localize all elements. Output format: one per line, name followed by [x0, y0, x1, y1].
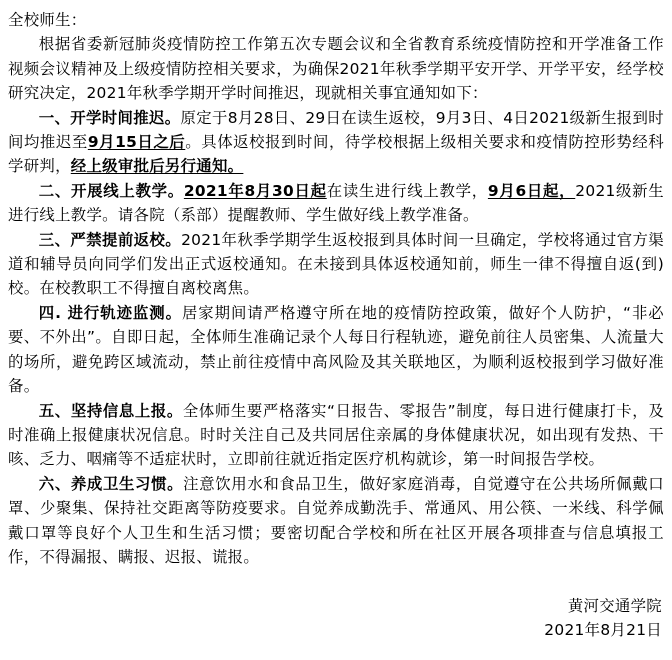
section-heading: 四. 进行轨迹监测。: [38, 303, 182, 322]
section-heading: 五、坚持信息上报。: [38, 401, 183, 420]
date: 2021年8月21日: [544, 621, 662, 640]
section-heading: 六、养成卫生习惯。: [38, 474, 184, 493]
highlight-text: 经上级审批后另行通知。: [70, 157, 244, 176]
section-text: 2021级新生进行线上教学。请各院（系部）提醒教师、学生做好线上教学准备。: [8, 181, 664, 225]
section-text: 注意饮用水和食品卫生，做好家庭消毒，自觉遵守在公共场所佩戴口罩、少聚集、保持社交距离等防疫要求。自觉养成勤洗手、常通风、用公筷、一米线、科学佩戴口罩等良好个人卫生和生活习惯；要密切配合学校和所在社区开展各项排查与信息填报工作，不得漏报、瞒报、迟报、谎报。: [8, 474, 664, 566]
section-text: 。具体返校报到时间，待学校根据上级相关要求和疫情防控形势经科学研判，: [8, 133, 664, 176]
section-text: 2021年秋季学期学生返校报到具体时间一旦确定，学校将通过官方渠道和辅导员向同学们发出正式返校通知。在未接到具体返校通知前，师生一律不得擅自返(到)校。在校教职工不得擅自离校离焦。: [8, 230, 664, 298]
section-2: [8, 179, 664, 228]
section-heading: 二、开展线上教学。: [38, 181, 184, 200]
highlight-date: 2021年8月30日起: [183, 181, 327, 200]
section-4: [8, 301, 664, 399]
salutation: 全校师生：: [8, 11, 87, 29]
section-5: [8, 399, 664, 472]
spacer: [8, 569, 664, 593]
section-text: 在读生进行线上教学，: [326, 181, 488, 200]
intro-paragraph: 根据省委新冠肺炎疫情防控工作第五次专题会议和全省教育系统疫情防控和开学准备工作视频会议精神及上级疫情防控相关要求，为确保2021年秋季学期平安开学、开学平安，经学校研究决定，2021年秋季学期开学时间推迟，现就相关事宜通知如下：: [8, 35, 664, 103]
section-text: 全体师生要严格落实“日报告、零报告”制度，每日进行健康打卡，及时准确上报健康状况信息。时时关注自己及共同居住亲属的身体健康状况，如出现有发热、干咳、乏力、咽痛等不适症状时，立即前往就近指定医疗机构就诊，第一时间报告学校。: [8, 401, 665, 469]
highlight-date: 9月15日之后: [87, 133, 186, 152]
section-text: 居家期间请严格遵守所在地的疫情防控政策，做好个人防护，“非必要、不外出”。自即日起，全体师生准确记录个人每日行程轨迹，避免前往人员密集、人流量大的场所，避免跨区域流动，禁止前往疫情中高风险及其关联地区，为顺利返校报到学习做好准备。: [8, 303, 664, 396]
section-1: [8, 106, 664, 179]
section-heading: 三、严禁提前返校。: [38, 230, 182, 249]
section-text: 原定于8月28日、29日在读生返校，9月3日、4日2021级新生报到时间均推迟至: [8, 108, 664, 152]
section-3: [8, 228, 664, 301]
section-6: [8, 472, 664, 570]
highlight-date: 9月6日起，: [487, 181, 576, 200]
section-heading: 一、开学时间推迟。: [38, 108, 181, 127]
signature: 黄河交通学院: [567, 596, 662, 615]
